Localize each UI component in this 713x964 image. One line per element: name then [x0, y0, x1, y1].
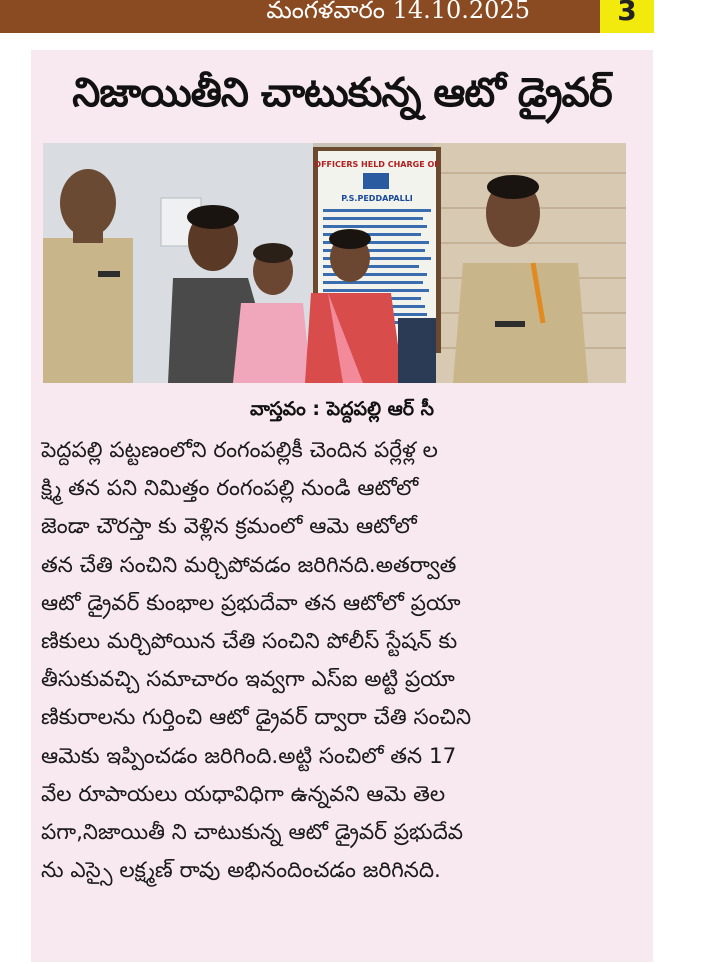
- body-line: ణికురాలను గుర్తించి ఆటో డ్రైవర్ ద్వారా చేతి సంచిని: [41, 705, 472, 731]
- body-line: పగా,నిజాయితీ ని చాటుకున్న ఆటో డ్రైవర్ ప్రభుదేవ: [41, 819, 464, 845]
- masthead-date: మంగళవారం 14.10.2025: [266, 0, 530, 24]
- news-article: [31, 50, 653, 962]
- blue-bag: [398, 318, 436, 383]
- article-byline: వాస్తవం : పెద్దపల్లి ఆర్ సీ: [250, 398, 434, 420]
- masthead-date-bar: [0, 0, 600, 33]
- body-line: జెండా చౌరస్తా కు వెళ్లిన క్రమంలో ఆమె ఆటోలో: [41, 514, 417, 540]
- article-headline: నిజాయితీని చాటుకున్న ఆటో డ్రైవర్: [72, 70, 612, 116]
- article-body: [41, 432, 649, 890]
- body-line: ణికులు మర్చిపోయిన చేతి సంచిని పోలీస్ స్టేషన్ కు: [41, 628, 458, 654]
- article-photo: [43, 143, 626, 383]
- board-title: OFFICERS HELD CHARGE OF: [314, 160, 440, 169]
- body-line: ను ఎస్సై లక్ష్మణ్ రావు అభినందించడం జరిగినది.: [41, 858, 441, 884]
- body-line: తీసుకువచ్చి సమాచారం ఇవ్వగా ఎస్ఐ అట్టి ప్రయా: [41, 667, 455, 693]
- page-number: 3: [600, 0, 654, 33]
- body-line: వేల రూపాయలు యధావిధిగా ఉన్నవని ఆమె తెల: [41, 781, 446, 807]
- body-line: తన చేతి సంచిని మర్చిపోవడం జరిగినది.అతర్వాత: [41, 552, 457, 578]
- body-line: పెద్దపల్లి పట్టణంలోని రంగంపల్లికీ చెందిన పర్లేళ్ల ల: [41, 438, 438, 463]
- board-station: P.S.PEDDAPALLI: [341, 194, 413, 203]
- body-line: ఆటో డ్రైవర్ కుంభాల ప్రభుదేవా తన ఆటోలో ప్రయా: [41, 590, 461, 616]
- photo-illustration: [43, 143, 626, 383]
- body-line: క్ష్మి తన పని నిమిత్తం రంగంపల్లి నుండి ఆటోలో: [41, 476, 419, 502]
- body-line: ఆమెకు ఇప్పించడం జరిగింది.అట్టి సంచిలో తన 17: [41, 743, 457, 769]
